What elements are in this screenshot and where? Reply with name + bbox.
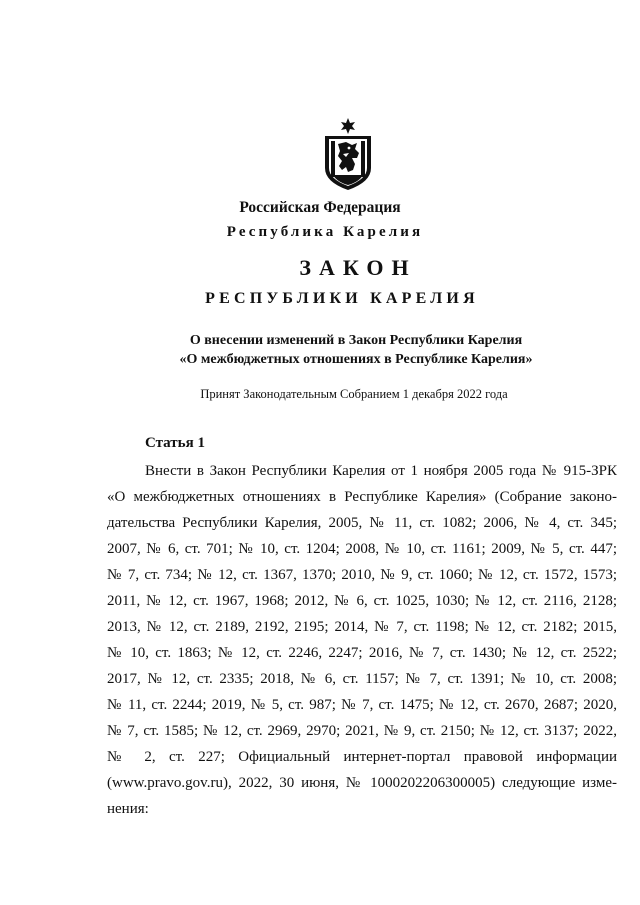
article-text-line: 2007, № 6, ст. 701; № 10, ст. 1204; 2008, № 10, ст. 1161; 2009, № 5, ст. 447; xyxy=(107,541,617,557)
article-text-line: 2013, № 12, ст. 2189, 2192, 2195; 2014, № 7, ст. 1198; № 12, ст. 2182; 2015, xyxy=(107,619,617,635)
article-text-line: 2017, № 12, ст. 2335; 2018, № 6, ст. 1157; № 7, ст. 1391; № 10, ст. 2008; xyxy=(107,671,617,687)
article-text-line: № 7, ст. 1585; № 12, ст. 2969, 2970; 2021, № 9, ст. 2150; № 12, ст. 3137; 2022, xyxy=(107,723,617,739)
adoption-note: Принят Законодательным Собранием 1 декабря 2022 года xyxy=(200,387,508,401)
article-text-line: нения: xyxy=(107,801,149,817)
article-text-line: № 11, ст. 2244; 2019, № 5, ст. 987; № 7, ст. 1475; № 12, ст. 2670, 2687; 2020, xyxy=(107,697,617,713)
article-text-line: (www.pravo.gov.ru), 2022, 30 июня, № 1000202206300005) следующие изме- xyxy=(107,775,617,791)
article-heading: Статья 1 xyxy=(145,435,205,451)
article-text-line: 2011, № 12, ст. 1967, 1968; 2012, № 6, ст. 1025, 1030; № 12, ст. 2116, 2128; xyxy=(107,593,617,609)
document-title-line-1: О внесении изменений в Закон Республики Карелия xyxy=(189,333,523,348)
article-text-line: № 2, ст. 227; Официальный интернет-портал правовой информации xyxy=(107,749,617,765)
article-text-line: «О межбюджетных отношениях в Республике Карелия» (Собрание законо- xyxy=(107,489,617,505)
article-text-line: Внести в Закон Республики Карелия от 1 ноября 2005 года № 915-ЗРК xyxy=(145,463,617,479)
document-type: ЗАКОН xyxy=(299,255,417,280)
document-type-subtitle: РЕСПУБЛИКИ КАРЕЛИЯ xyxy=(205,290,479,307)
article-text-line: дательства Республики Карелия, 2005, № 11, ст. 1082; 2006, № 4, ст. 345; xyxy=(107,515,617,531)
karelia-coat-of-arms-icon xyxy=(319,118,377,190)
republic-name: Республика Карелия xyxy=(226,224,424,240)
document-title-line-2: «О межбюджетных отношениях в Республике Карелия» xyxy=(179,352,533,367)
article-text-line: № 7, ст. 734; № 12, ст. 1367, 1370; 2010, № 9, ст. 1060; № 12, ст. 1572, 1573; xyxy=(107,567,617,583)
article-text-line: № 10, ст. 1863; № 12, ст. 2246, 2247; 2016, № 7, ст. 1430; № 12, ст. 2522; xyxy=(107,645,617,661)
country-name: Российская Федерация xyxy=(239,199,401,216)
